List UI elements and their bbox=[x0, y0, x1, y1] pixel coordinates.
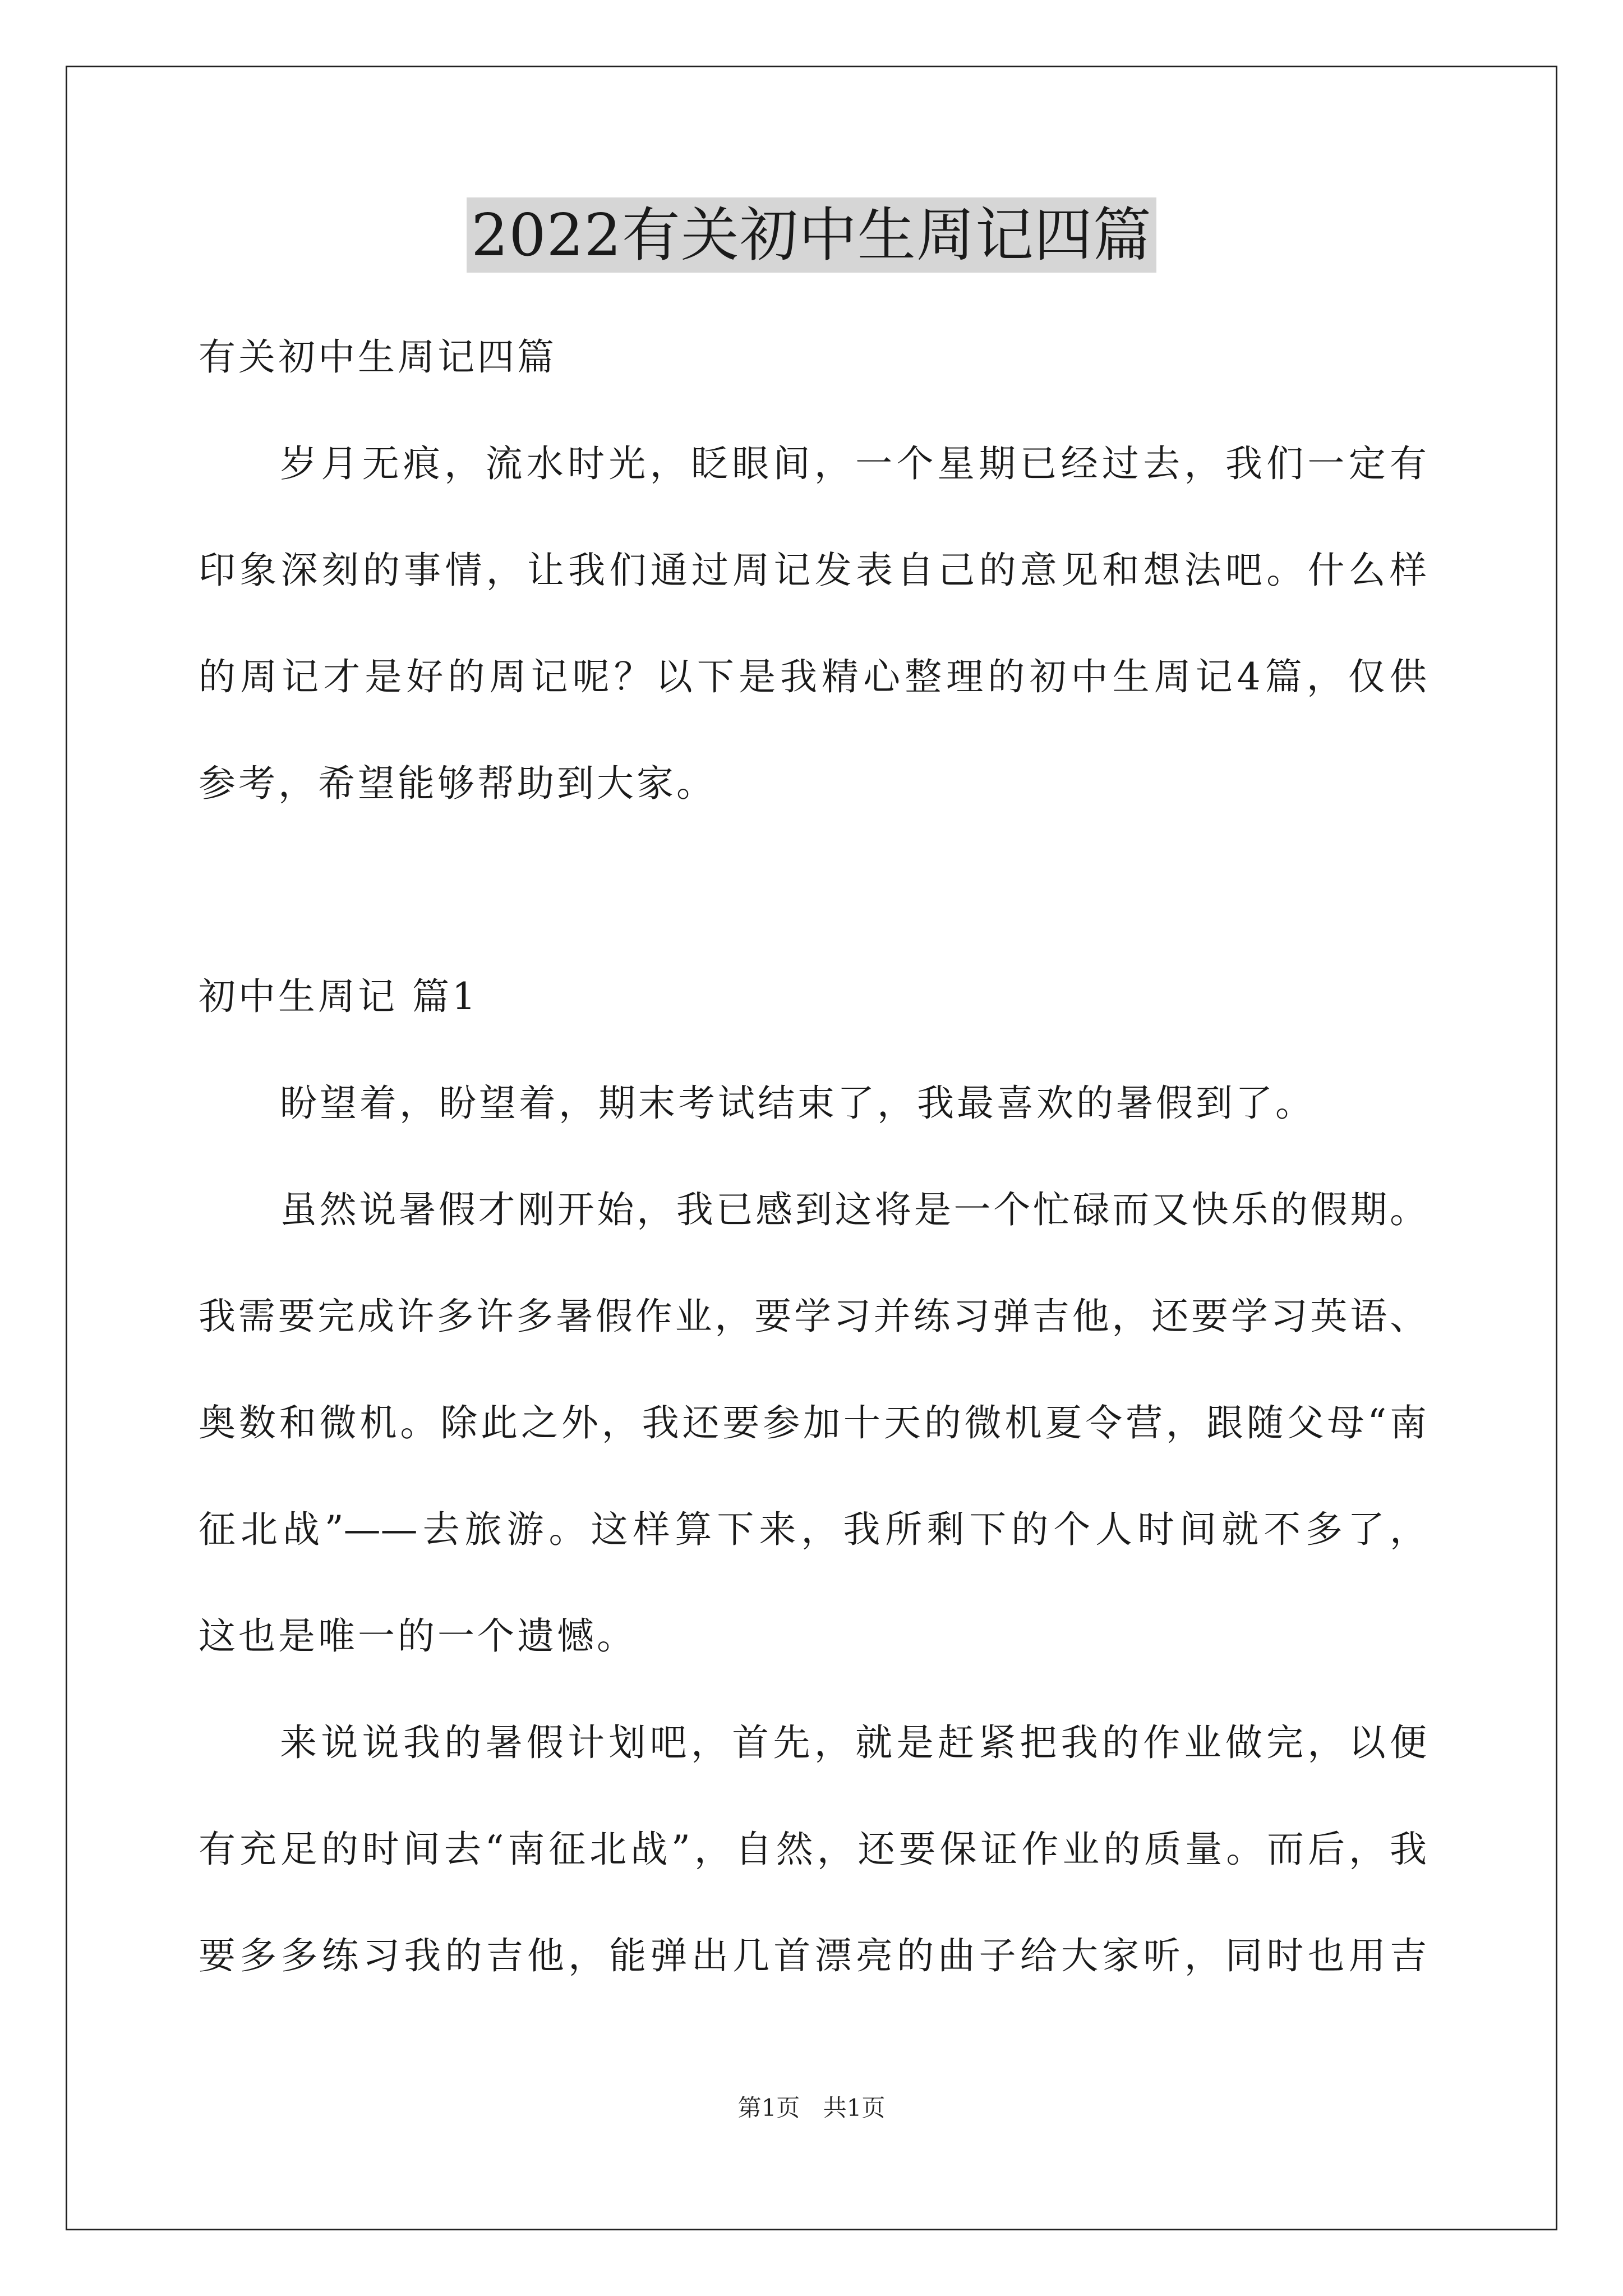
paragraph-line: 我需要完成许多许多暑假作业，要学习并练习弹吉他，还要学习英语、 bbox=[199, 1295, 1427, 1338]
paragraph-line: 奥数和微机。除此之外，我还要参加十天的微机夏令营，跟随父母“南 bbox=[199, 1401, 1427, 1444]
paragraph-gap bbox=[199, 837, 1427, 944]
paragraph-line: 要多多练习我的吉他，能弹出几首漂亮的曲子给大家听，同时也用吉 bbox=[199, 1934, 1427, 1977]
paragraph-line: 有充足的时间去“南征北战”，自然，还要保证作业的质量。而后，我 bbox=[199, 1828, 1427, 1871]
intro-line: 参考，希望能够帮助到大家。 bbox=[199, 762, 716, 805]
page-number: 第1页 bbox=[737, 2094, 800, 2122]
paragraph-line: 盼望着，盼望着，期末考试结束了，我最喜欢的暑假到了。 bbox=[280, 1082, 1315, 1125]
document-title: 2022有关初中生周记四篇 bbox=[467, 197, 1156, 273]
section-heading: 初中生周记 篇1 bbox=[199, 975, 478, 1018]
intro-line: 印象深刻的事情，让我们通过周记发表自己的意见和想法吧。什么样 bbox=[199, 549, 1427, 592]
intro-line: 的周记才是好的周记呢？以下是我精心整理的初中生周记4篇，仅供 bbox=[199, 655, 1427, 698]
document-body bbox=[199, 304, 1427, 2009]
paragraph-line: 虽然说暑假才刚开始，我已感到这将是一个忙碌而又快乐的假期。 bbox=[280, 1188, 1427, 1231]
title-container bbox=[0, 197, 1623, 273]
document-subtitle: 有关初中生周记四篇 bbox=[199, 335, 557, 379]
page-total: 共1页 bbox=[823, 2094, 886, 2122]
paragraph-line: 这也是唯一的一个遗憾。 bbox=[199, 1614, 637, 1658]
paragraph-line: 征北战”——去旅游。这样算下来，我所剩下的个人时间就不多了， bbox=[199, 1508, 1427, 1551]
intro-line: 岁月无痕，流水时光，眨眼间，一个星期已经过去，我们一定有 bbox=[280, 442, 1427, 485]
paragraph-line: 来说说我的暑假计划吧，首先，就是赶紧把我的作业做完，以便 bbox=[280, 1721, 1427, 1764]
page-footer bbox=[0, 2091, 1623, 2125]
